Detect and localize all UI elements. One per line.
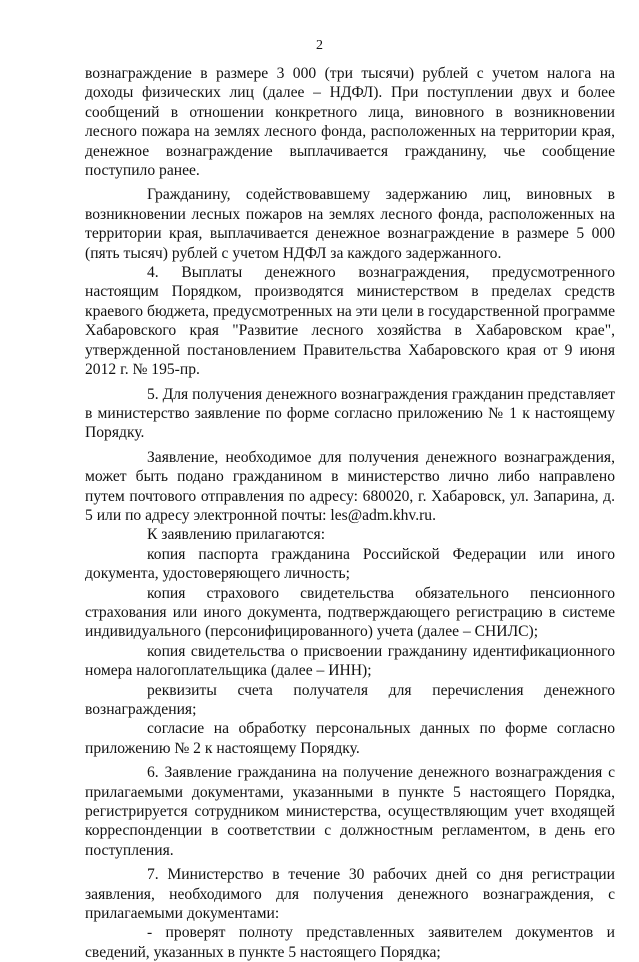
paragraph-item-4: 4. Выплаты денежного вознаграждения, предусмотренного настоящим Порядком, производятся министерством в пределах средств краевого бюджета, предусмотренных на эти цели в государственной программе Хабаровского края "Развитие лесного хозяйства в Хабаровском крае", утвержденной постановлением Правительства Хабаровского края от 9 июня 2012 г. № 195-пр. xyxy=(85,264,615,379)
paragraph-item-6: 6. Заявление гражданина на получение денежного вознаграждения с прилагаемыми документами, указанными в пункте 5 настоящего Порядка, регистрируется сотрудником министерства, осуществляющим учет входящей корреспонденции в соответствии с должностным регламентом, в день его поступления. xyxy=(85,764,615,859)
paragraph-item-5: 5. Для получения денежного вознаграждения гражданин представляет в министерство заявление по форме согласно приложению № 1 к настоящему Порядку. xyxy=(85,385,616,442)
list-item-personal-data-consent: согласие на обработку персональных данных по форме согласно приложению № 2 к настоящему Порядку. xyxy=(85,720,615,757)
paragraph-attachments-heading: К заявлению прилагаются: xyxy=(147,526,326,544)
paragraph-reward-5000: Гражданину, содействовавшему задержанию лиц, виновных в возникновении лесных пожаров на землях лесного фонда, расположенных на территории края, выплачивается денежное вознаграждение в размере 5 000 (пять тысяч) рублей с учетом НДФЛ за каждого задержанного. xyxy=(85,186,615,262)
list-item-inn-copy: копия свидетельства о присвоении гражданину идентификационного номера налогоплательщика (далее – ИНН); xyxy=(85,642,615,680)
list-item-snils-copy: копия страхового свидетельства обязательного пенсионного страхования или иного документа, подтверждающего регистрацию в системе индивидуального (персонифицированного) учета (далее – СНИЛС); xyxy=(85,584,615,641)
page-number: 2 xyxy=(316,38,323,53)
paragraph-item-7: 7. Министерство в течение 30 рабочих дней со дня регистрации заявления, необходимого для получения денежного вознаграждения, с прилагаемыми документами: xyxy=(85,866,615,923)
document-body xyxy=(85,64,615,962)
list-item-passport-copy: копия паспорта гражданина Российской Федерации или иного документа, удостоверяющего личность; xyxy=(85,545,615,583)
paragraph-application-submission: Заявление, необходимое для получения денежного вознаграждения, может быть подано гражданином в министерство лично либо направлено путем почтового отправления по адресу: 680020, г. Хабаровск, ул. Запарина, д. 5 или по адресу электронной почты: les@adm.khv.ru. xyxy=(85,448,615,524)
paragraph-reward-3000: вознаграждение в размере 3 000 (три тысячи) рублей с учетом налога на доходы физических лиц (далее – НДФЛ). При поступлении двух и более сообщений в отношении конкретного лица, виновного в возникновении лесного пожара на землях лесного фонда, расположенных на территории края, денежное вознаграждение выплачивается гражданину, чье сообщение поступило ранее. xyxy=(85,65,615,180)
list-item-bank-details: реквизиты счета получателя для перечисления денежного вознаграждения; xyxy=(85,681,615,718)
list-item-check-completeness: - проверят полноту представленных заявителем документов и сведений, указанных в пункте 5 настоящего Порядка; xyxy=(85,924,615,961)
